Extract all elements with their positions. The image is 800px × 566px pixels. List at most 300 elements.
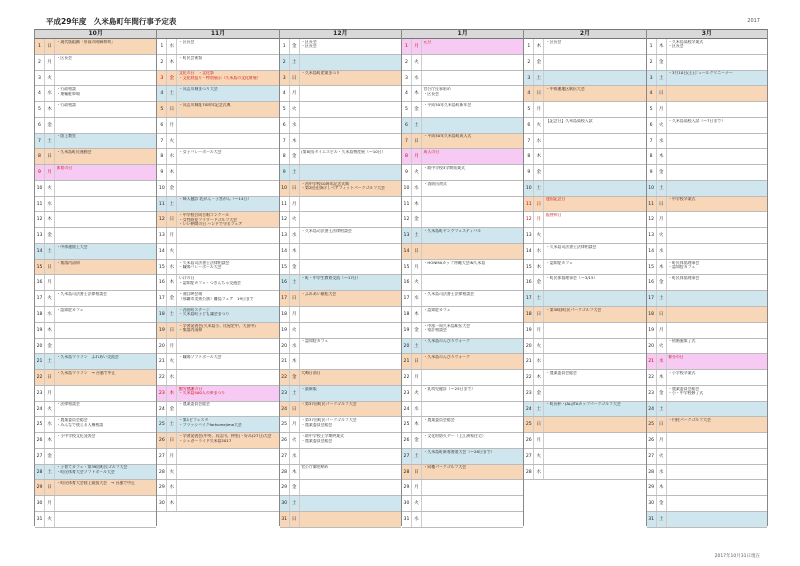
weekday-label: 月: [290, 86, 300, 101]
day-row: [647, 417, 767, 433]
event-cell: [55, 134, 156, 149]
day-number: 7: [524, 134, 534, 149]
day-number: 16: [280, 275, 290, 290]
weekday-label: 木: [534, 370, 544, 385]
day-row: [280, 102, 401, 118]
event-text: 大晦日前日: [301, 370, 321, 375]
weekday-label: 金: [290, 149, 300, 164]
day-number: 6: [402, 118, 412, 133]
event-text: ・第37回町民パークゴルフ大会: [301, 418, 357, 423]
weekday-label: 日: [412, 465, 422, 480]
event-cell: [177, 354, 278, 369]
weekday-label: 木: [167, 55, 177, 70]
day-row: [524, 244, 645, 260]
weekday-label: 土: [412, 339, 422, 354]
weekday-label: 木: [412, 307, 422, 322]
day-number: 8: [647, 149, 657, 164]
event-cell: [55, 39, 156, 54]
event-cell: [544, 181, 645, 196]
day-number: 25: [647, 417, 657, 432]
weekday-label: 水: [290, 228, 300, 243]
event-text: ・久米島町民運動会: [56, 150, 92, 155]
weekday-label: 月: [412, 260, 422, 275]
day-row: [402, 197, 523, 213]
weekday-label: 土: [290, 165, 300, 180]
event-text: 官公庁御用納め: [301, 465, 329, 470]
event-text: ・久米島司法書士法律相談会: [178, 260, 230, 265]
day-number: 2: [647, 55, 657, 70]
day-row: [280, 386, 401, 402]
day-number: 30: [35, 496, 45, 511]
day-row: [402, 291, 523, 307]
weekday-label: 金: [290, 39, 300, 54]
event-cell: [422, 228, 523, 243]
day-number: 10: [402, 181, 412, 196]
day-row: [647, 496, 767, 512]
day-number: 31: [280, 512, 290, 527]
day-number: 1: [280, 39, 290, 54]
event-cell: [422, 465, 523, 480]
event-cell: [422, 323, 523, 338]
day-row: [647, 354, 767, 370]
day-row: [647, 402, 767, 418]
day-row: [157, 149, 278, 165]
event-cell: [300, 354, 401, 369]
event-text: （那覇市美術公演）離島フェア 19日まで: [178, 296, 254, 301]
event-cell: [177, 212, 278, 227]
event-cell: [300, 244, 401, 259]
day-number: 2: [524, 55, 534, 70]
event-cell: [544, 39, 645, 54]
day-row: [157, 291, 278, 307]
event-cell: [55, 71, 156, 86]
event-text: ・中体連地区駅伝大会: [545, 87, 585, 92]
weekday-label: 月: [534, 323, 544, 338]
event-cell: [667, 181, 767, 196]
event-text: ・文化財巡り・特別展示（久米島の文化財展）: [178, 75, 261, 80]
day-number: 26: [35, 433, 45, 448]
weekday-label: 土: [167, 417, 177, 432]
weekday-label: 土: [45, 244, 55, 259]
event-cell: [422, 512, 523, 527]
day-row: [157, 118, 278, 134]
event-text: 元旦: [423, 39, 432, 44]
day-number: 22: [647, 370, 657, 385]
event-text: ・久米島町子ども議会まつり: [178, 312, 230, 317]
day-number: 15: [157, 260, 167, 275]
event-text: ・第38回町民パークゴルフ大会: [545, 307, 602, 312]
weekday-label: 日: [290, 402, 300, 417]
day-number: 17: [647, 291, 657, 306]
event-text: 成人の日: [423, 150, 440, 155]
day-number: 29: [647, 480, 657, 495]
weekday-label: 月: [45, 165, 55, 180]
weekday-label: 木: [534, 39, 544, 54]
event-text: ・陸上教室: [56, 134, 76, 139]
day-number: 27: [157, 449, 167, 464]
weekday-label: 月: [45, 55, 55, 70]
day-row: [35, 433, 156, 449]
event-cell: [667, 512, 767, 527]
day-number: 16: [647, 275, 657, 290]
event-cell: [667, 134, 767, 149]
day-row: [524, 370, 645, 386]
event-text: ・家計相談会: [423, 328, 447, 333]
weekday-label: 木: [290, 134, 300, 149]
day-number: 24: [402, 402, 412, 417]
event-cell: [422, 480, 523, 495]
day-row: [402, 39, 523, 55]
weekday-label: 火: [290, 212, 300, 227]
event-cell: [422, 449, 523, 464]
event-cell: [177, 39, 278, 54]
event-text: ・中学校卒業式: [668, 197, 696, 202]
day-row: [524, 323, 645, 339]
weekday-label: 木: [657, 480, 667, 495]
event-text: 文化の日 ・文化祭: [178, 71, 214, 76]
event-cell: [55, 228, 156, 243]
weekday-label: 水: [657, 134, 667, 149]
weekday-label: 水: [45, 86, 55, 101]
event-cell: [177, 323, 278, 338]
event-text: ・円柱パークゴルフ大会: [668, 418, 711, 423]
day-row: [402, 244, 523, 260]
day-row: [280, 480, 401, 496]
event-cell: [422, 291, 523, 306]
weekday-label: 日: [534, 86, 544, 101]
weekday-label: 水: [45, 417, 55, 432]
event-text: ・久米島司法書士法律相談会: [423, 292, 475, 297]
day-number: 2: [402, 55, 412, 70]
day-number: 24: [157, 402, 167, 417]
weekday-label: 月: [45, 386, 55, 401]
day-number: 29: [35, 480, 45, 495]
day-number: 14: [157, 244, 167, 259]
event-cell: [177, 480, 278, 495]
day-row: [647, 291, 767, 307]
event-cell: [422, 275, 523, 290]
month-column: [34, 29, 156, 526]
event-cell: [300, 307, 401, 322]
event-cell: [177, 386, 278, 401]
event-text: ・中部一周久米島駅伝大会: [423, 323, 471, 328]
event-text: ・久米島高校卒業式: [668, 39, 704, 44]
event-text: ・町民芸術祭: [178, 55, 203, 60]
day-row: [157, 39, 278, 55]
event-text: ・具志川城まつり大会: [178, 87, 218, 92]
event-cell: [177, 228, 278, 243]
day-row: [524, 291, 645, 307]
weekday-label: 水: [290, 339, 300, 354]
event-cell: [422, 181, 523, 196]
event-text: ・久米島町産業まつり: [301, 71, 341, 76]
day-row: [647, 86, 767, 102]
day-row: [524, 165, 645, 181]
weekday-label: 金: [657, 165, 667, 180]
day-number: 27: [524, 449, 534, 464]
day-number: 13: [647, 228, 657, 243]
event-cell: [544, 149, 645, 164]
weekday-label: 土: [657, 181, 667, 196]
day-number: 29: [280, 480, 290, 495]
day-row: [35, 260, 156, 276]
day-row: [280, 370, 401, 386]
day-row: [35, 370, 156, 386]
day-row: [647, 149, 767, 165]
day-row: [280, 260, 401, 276]
event-cell: [55, 480, 156, 495]
day-number: 20: [157, 339, 167, 354]
day-row: [280, 339, 401, 355]
weekday-label: 木: [45, 323, 55, 338]
day-number: 31: [402, 512, 412, 527]
day-row: [524, 102, 645, 118]
event-cell: [422, 339, 523, 354]
day-number: 5: [402, 102, 412, 117]
day-number: 31: [35, 512, 45, 527]
day-number: 3: [280, 71, 290, 86]
event-cell: [177, 197, 278, 212]
day-number: 29: [157, 480, 167, 495]
weekday-label: 月: [167, 228, 177, 243]
day-number: 15: [647, 260, 657, 275]
day-number: 19: [402, 323, 412, 338]
weekday-label: 火: [45, 512, 55, 527]
day-number: 28: [35, 465, 45, 480]
day-number: 29: [402, 480, 412, 495]
event-cell: [55, 244, 156, 259]
weekday-label: 火: [412, 386, 422, 401]
event-cell: [422, 354, 523, 369]
day-number: 2: [35, 55, 45, 70]
day-number: 4: [280, 86, 290, 101]
event-cell: [544, 323, 645, 338]
weekday-label: 土: [534, 291, 544, 306]
day-number: 19: [35, 323, 45, 338]
day-number: 4: [157, 86, 167, 101]
weekday-label: 日: [45, 39, 55, 54]
event-text: ・久米島500人の夢まつり: [178, 391, 226, 396]
day-number: 23: [35, 386, 45, 401]
weekday-label: 日: [657, 307, 667, 322]
weekday-label: 木: [167, 386, 177, 401]
day-row: [402, 386, 523, 402]
day-row: [647, 433, 767, 449]
event-cell: [422, 386, 523, 401]
weekday-label: 木: [290, 354, 300, 369]
weekday-label: 水: [290, 118, 300, 133]
event-text: ・町民体協理事会: [668, 276, 700, 281]
day-row: [647, 165, 767, 181]
day-row: [157, 307, 278, 323]
event-cell: [300, 386, 401, 401]
day-number: 13: [35, 228, 45, 243]
weekday-label: 土: [167, 307, 177, 322]
event-cell: [300, 480, 401, 495]
day-row: [280, 512, 401, 528]
event-cell: [300, 402, 401, 417]
weekday-label: 木: [167, 496, 177, 511]
day-row: [280, 354, 401, 370]
event-cell: [55, 212, 156, 227]
day-number: 31: [647, 512, 657, 527]
day-row: [157, 228, 278, 244]
event-cell: [300, 39, 401, 54]
event-cell: [544, 307, 645, 322]
day-row: [280, 212, 401, 228]
day-number: 30: [647, 496, 657, 511]
day-row: [402, 433, 523, 449]
event-text: ・学習発表会(中央、具志川、仲里)・好み(27日)大会: [178, 433, 272, 438]
weekday-label: 水: [290, 449, 300, 464]
day-number: 9: [402, 165, 412, 180]
day-number: 24: [280, 402, 290, 417]
day-number: 19: [157, 323, 167, 338]
event-cell: [544, 244, 645, 259]
day-number: 12: [280, 212, 290, 227]
event-text: ・久米島マラソン → 台風で中止: [56, 370, 116, 375]
event-cell: [300, 291, 401, 306]
event-cell: [55, 291, 156, 306]
event-cell: [55, 417, 156, 432]
event-cell: [177, 449, 278, 464]
month-header: 2月: [524, 29, 645, 39]
event-text: ・農業委員会総会: [301, 438, 333, 443]
event-cell: [667, 71, 767, 86]
event-cell: [667, 417, 767, 432]
event-text: ・ふれあい猿松大会: [301, 292, 337, 297]
day-row: [647, 244, 767, 260]
event-cell: [177, 339, 278, 354]
event-cell: [422, 307, 523, 322]
day-number: 3: [524, 71, 534, 86]
day-row: [157, 433, 278, 449]
day-row: [647, 480, 767, 496]
event-text: ・小・中学校修了式: [668, 391, 704, 396]
event-text: ・久米島司法書士法律相談会: [545, 244, 597, 249]
event-cell: [667, 102, 767, 117]
weekday-label: 木: [290, 244, 300, 259]
weekday-label: 木: [657, 39, 667, 54]
day-row: [402, 417, 523, 433]
day-row: [280, 402, 401, 418]
event-text: ・最新版: [301, 386, 317, 391]
event-cell: [55, 323, 156, 338]
event-text: ・農業委員会総会: [668, 386, 700, 391]
day-row: [157, 260, 278, 276]
event-text: ・西田町ステージ: [178, 307, 210, 312]
day-number: 12: [157, 212, 167, 227]
weekday-label: 土: [657, 512, 667, 527]
day-number: 9: [157, 165, 167, 180]
day-number: 28: [647, 465, 657, 480]
day-row: [35, 39, 156, 55]
weekday-label: 土: [534, 402, 544, 417]
event-cell: [667, 307, 767, 322]
weekday-label: 日: [290, 291, 300, 306]
event-cell: [667, 386, 767, 401]
event-cell: [667, 212, 767, 227]
day-row: [402, 496, 523, 512]
day-row: [280, 149, 401, 165]
day-number: 20: [647, 339, 657, 354]
day-number: 16: [402, 275, 412, 290]
day-number: 11: [402, 197, 412, 212]
event-cell: [177, 71, 278, 86]
day-number: 17: [524, 291, 534, 306]
day-row: [280, 291, 401, 307]
weekday-label: 水: [45, 307, 55, 322]
day-row: [35, 307, 156, 323]
day-row: [280, 71, 401, 87]
day-number: 11: [524, 197, 534, 212]
day-number: 8: [35, 149, 45, 164]
event-text: ・町・中学生教育交流（～17日）: [301, 276, 361, 281]
event-text: ・消防出初式: [423, 181, 447, 186]
day-row: [35, 512, 156, 528]
event-cell: [422, 86, 523, 101]
day-number: 24: [524, 402, 534, 417]
event-text: ・第1ピフェスタ: [178, 418, 209, 423]
weekday-label: 木: [45, 212, 55, 227]
day-row: [647, 386, 767, 402]
day-row: [402, 86, 523, 102]
day-number: 8: [402, 149, 412, 164]
event-cell: [667, 244, 767, 259]
weekday-label: 水: [45, 197, 55, 212]
day-number: 18: [35, 307, 45, 322]
day-number: 14: [647, 244, 657, 259]
day-number: 12: [524, 212, 534, 227]
weekday-label: 火: [534, 339, 544, 354]
day-number: 7: [402, 134, 412, 149]
event-cell: [300, 496, 401, 511]
event-cell: [544, 212, 645, 227]
event-cell: [667, 354, 767, 369]
day-row: [524, 71, 645, 87]
weekday-label: 木: [657, 149, 667, 164]
event-text: ・区長会: [301, 39, 317, 44]
event-cell: [300, 433, 401, 448]
weekday-label: 火: [167, 134, 177, 149]
day-number: 27: [647, 449, 657, 464]
day-number: 22: [280, 370, 290, 385]
weekday-label: 月: [657, 323, 667, 338]
event-text: ・平成30年久米島町新年会: [423, 102, 472, 107]
event-text: ・久米島司法書士法律相談会: [301, 228, 352, 233]
weekday-label: 水: [167, 39, 177, 54]
day-row: [402, 55, 523, 71]
event-text: ・区長会: [56, 55, 73, 60]
event-text: ・シュガーライド久米島2017: [178, 438, 232, 443]
event-cell: [177, 134, 278, 149]
weekday-label: 日: [45, 260, 55, 275]
weekday-label: 日: [167, 323, 177, 338]
day-number: 5: [647, 102, 657, 117]
day-row: [280, 275, 401, 291]
event-cell: [667, 55, 767, 70]
event-cell: [544, 433, 645, 448]
day-row: [157, 339, 278, 355]
day-number: 21: [157, 354, 167, 369]
weekday-label: 水: [534, 465, 544, 480]
day-row: [35, 354, 156, 370]
event-cell: [667, 496, 767, 511]
event-cell: [177, 55, 278, 70]
event-text: 体育の日: [56, 165, 73, 170]
day-number: 10: [280, 181, 290, 196]
event-text: ・3月10日(土)ジュールクリニーナー: [668, 71, 733, 76]
